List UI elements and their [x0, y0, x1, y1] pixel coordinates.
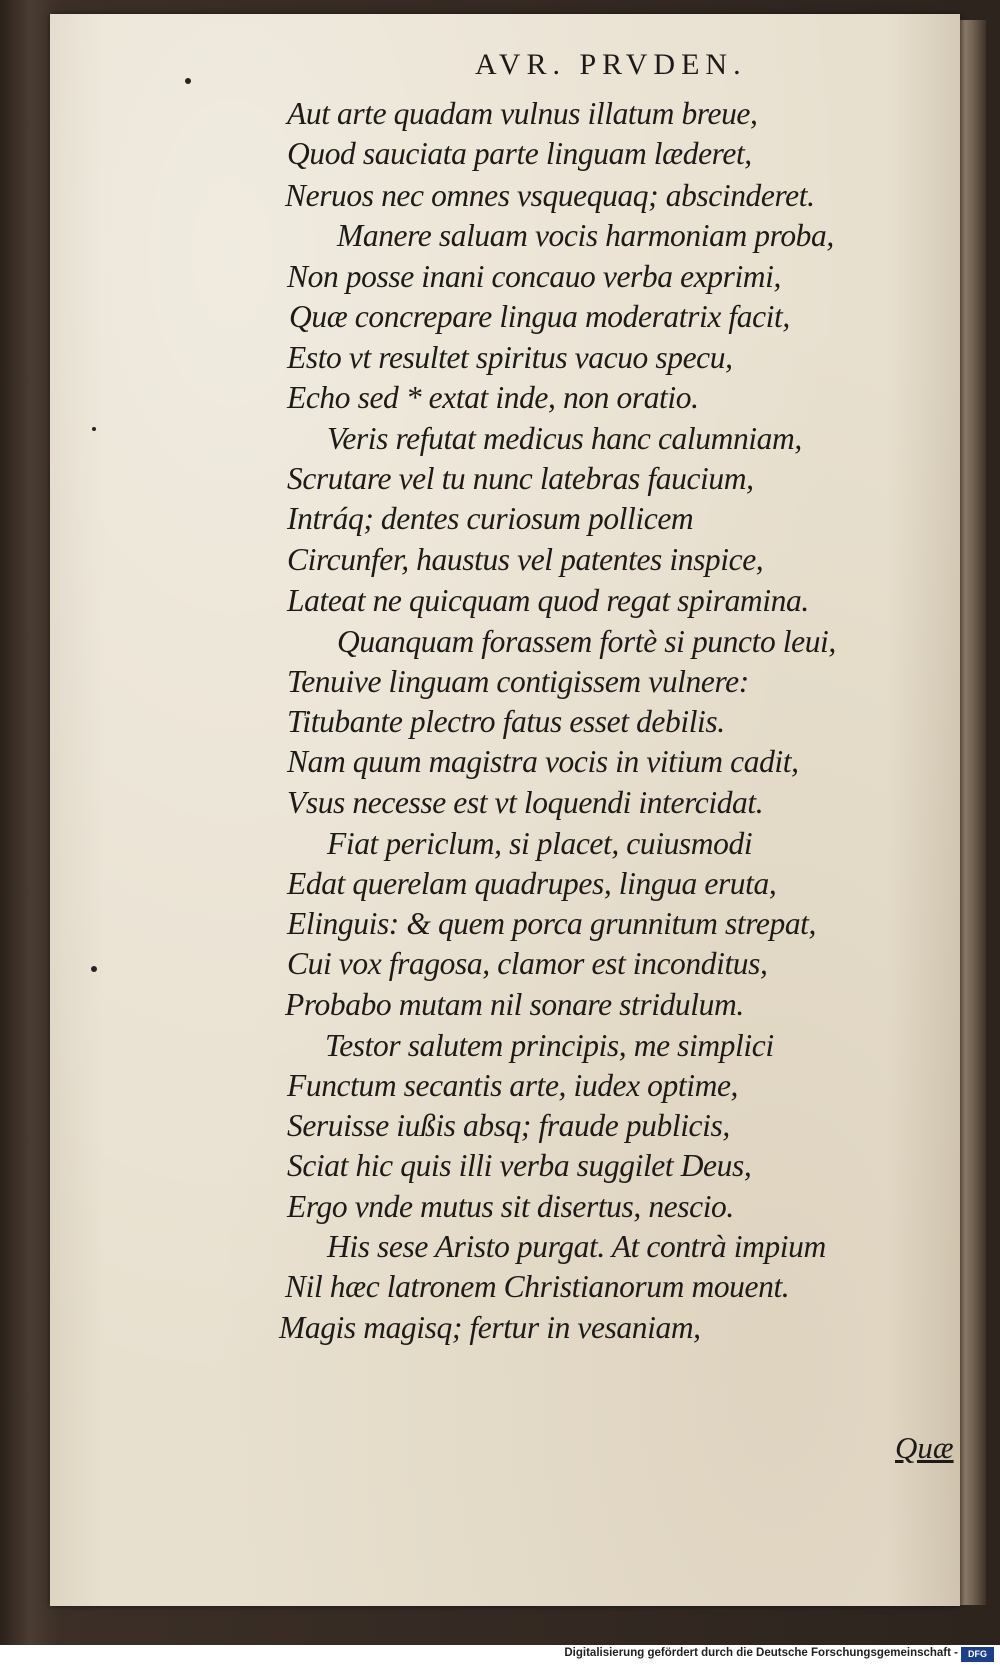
- dfg-logo: DFG: [961, 1647, 994, 1662]
- verse-line: Veris refutat medicus hanc calumniam,: [327, 421, 802, 456]
- verse-line: Ergo vnde mutus sit disertus, nescio.: [287, 1189, 734, 1224]
- digitization-credit: Digitalisierung gefördert durch die Deutsche Forschungsgemeinschaft -: [564, 1647, 958, 1659]
- verse-line: Nam quum magistra vocis in vitium cadit,: [287, 744, 799, 779]
- verse-line: Seruisse iußis absq; fraude publicis,: [287, 1108, 730, 1143]
- verse-line: Vsus necesse est vt loquendi intercidat.: [287, 785, 764, 820]
- verse-line: Titubante plectro fatus esset debilis.: [287, 704, 725, 739]
- verse-line: Magis magisq; fertur in vesaniam,: [279, 1310, 701, 1345]
- verse-line: Nil hæc latronem Christianorum mouent.: [285, 1269, 790, 1304]
- verse-line: Aut arte quadam vulnus illatum breue,: [287, 96, 758, 131]
- ink-mark: [185, 78, 191, 84]
- verse-line: Sciat hic quis illi verba suggilet Deus,: [287, 1148, 752, 1183]
- running-title: AVR. PRVDEN.: [475, 48, 747, 81]
- verse-line: His sese Aristo purgat. At contrà impium: [327, 1229, 826, 1264]
- footer-bar: [0, 1645, 1000, 1665]
- verse-line: Fiat periclum, si placet, cuiusmodi: [327, 826, 753, 861]
- verse-line: Intráq; dentes curiosum pollicem: [287, 501, 694, 536]
- ink-mark: [91, 966, 97, 972]
- verse-line: Quod sauciata parte linguam læderet,: [287, 136, 752, 171]
- verse-line: Edat querelam quadrupes, lingua eruta,: [287, 866, 777, 901]
- verse-line: Lateat ne quicquam quod regat spiramina.: [287, 583, 809, 618]
- verse-line: Neruos nec omnes vsquequaq; abscinderet.: [285, 178, 815, 213]
- catchword: Quæ: [895, 1430, 954, 1465]
- verse-line: Esto vt resultet spiritus vacuo specu,: [287, 340, 733, 375]
- ink-mark: [92, 427, 96, 431]
- verse-line: Scrutare vel tu nunc latebras faucium,: [287, 461, 754, 496]
- verse-line: Echo sed * extat inde, non oratio.: [287, 380, 699, 415]
- verse-line: Quæ concrepare lingua moderatrix facit,: [289, 299, 790, 334]
- verse-line: Quanquam forassem fortè si puncto leui,: [337, 624, 836, 659]
- verse-line: Cui vox fragosa, clamor est inconditus,: [287, 946, 768, 981]
- verse-line: Manere saluam vocis harmoniam proba,: [337, 218, 834, 253]
- verse-line: Elinguis: & quem porca grunnitum strepat,: [287, 906, 816, 941]
- verse-line: Non posse inani concauo verba exprimi,: [287, 259, 781, 294]
- verse-line: Circunfer, haustus vel patentes inspice,: [287, 542, 764, 577]
- verse-line: Probabo mutam nil sonare stridulum.: [285, 987, 744, 1022]
- verse-line: Tenuive linguam contigissem vulnere:: [287, 664, 749, 699]
- verse-line: Functum secantis arte, iudex optime,: [287, 1068, 738, 1103]
- verse-line: Testor salutem principis, me simplici: [325, 1028, 774, 1063]
